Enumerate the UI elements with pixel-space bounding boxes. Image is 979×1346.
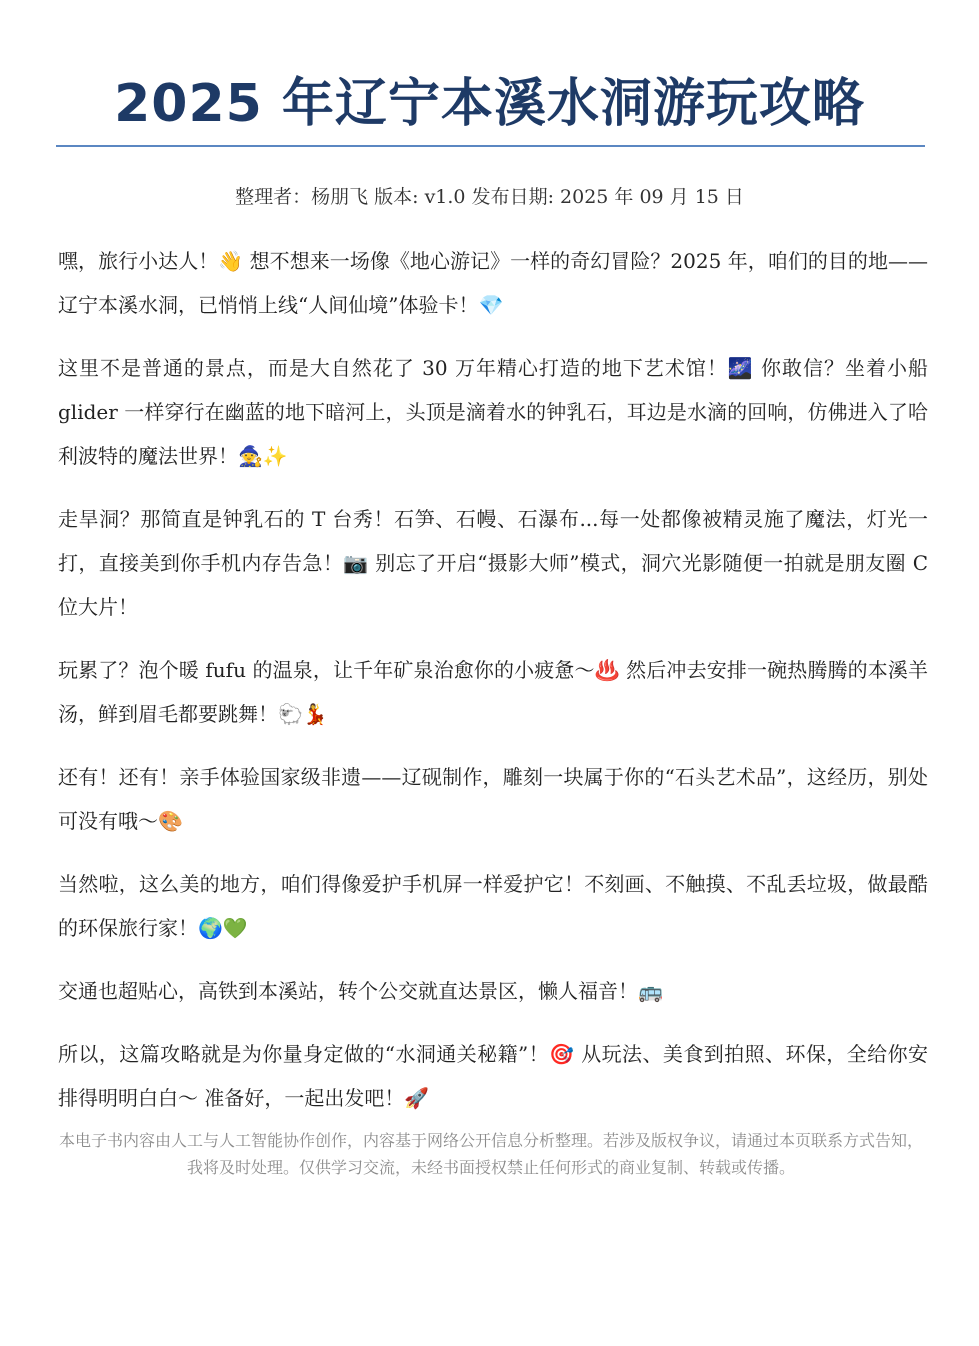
paragraph-underground-river: 这里不是普通的景点，而是大自然花了 30 万年精心打造的地下艺术馆！🌌 你敢信？坐着小船 glider 一样穿行在幽蓝的地下暗河上，头顶是滴着水的钟乳石，耳边是水滴的回响，仿佛进入了哈利波特的魔法世界！🧙✨ <box>58 356 928 468</box>
author-label: 整理者：杨朋飞 <box>235 186 369 208</box>
paragraph-summary: 所以，这篇攻略就是为你量身定做的“水洞通关秘籍”！🎯 从玩法、美食到拍照、环保，全给你安排得明明白白～ 准备好，一起出发吧！🚀 <box>58 1042 928 1110</box>
date-label: 发布日期: 2025 年 09 月 15 日 <box>471 186 744 208</box>
title-divider <box>56 145 925 147</box>
version-label: 版本: v1.0 <box>374 186 466 208</box>
paragraph-dry-cave: 走旱洞？那简直是钟乳石的 T 台秀！石笋、石幔、石瀑布...每一处都像被精灵施了魔法，灯光一打，直接美到你手机内存告急！📷 别忘了开启“摄影大师”模式，洞穴光影随便一拍就是朋友圈 C 位大片！ <box>58 507 928 619</box>
article-body <box>58 239 928 1139</box>
copyright-notice: 本电子书内容由人工与人工智能协作创作，内容基于网络公开信息分析整理。若涉及版权争议，请通过本页联系方式告知，我将及时处理。仅供学习交流，未经书面授权禁止任何形式的商业复制、转载或传播。 <box>58 1131 923 1177</box>
document-meta <box>0 183 979 211</box>
paragraph-transport: 交通也超贴心，高铁到本溪站，转个公交就直达景区，懒人福音！🚌 <box>58 979 663 1003</box>
paragraph-eco: 当然啦，这么美的地方，咱们得像爱护手机屏一样爱护它！不刻画、不触摸、不乱丢垃圾，做最酷的环保旅行家！🌍💚 <box>58 872 928 940</box>
paragraph-hot-spring-food: 玩累了？泡个暖 fufu 的温泉，让千年矿泉治愈你的小疲惫～♨️ 然后冲去安排一碗热腾腾的本溪羊汤，鲜到眉毛都要跳舞！🐑💃 <box>58 658 928 726</box>
paragraph-inkstone: 还有！还有！亲手体验国家级非遗——辽砚制作，雕刻一块属于你的“石头艺术品”，这经历，别处可没有哦～🎨 <box>58 765 928 833</box>
paragraph-intro: 嘿，旅行小达人！👋 想不想来一场像《地心游记》一样的奇幻冒险？2025 年，咱们的目的地——辽宁本溪水洞，已悄悄上线“人间仙境”体验卡！💎 <box>58 249 928 317</box>
page-title: 2025 年辽宁本溪水洞游玩攻略 <box>114 74 865 134</box>
